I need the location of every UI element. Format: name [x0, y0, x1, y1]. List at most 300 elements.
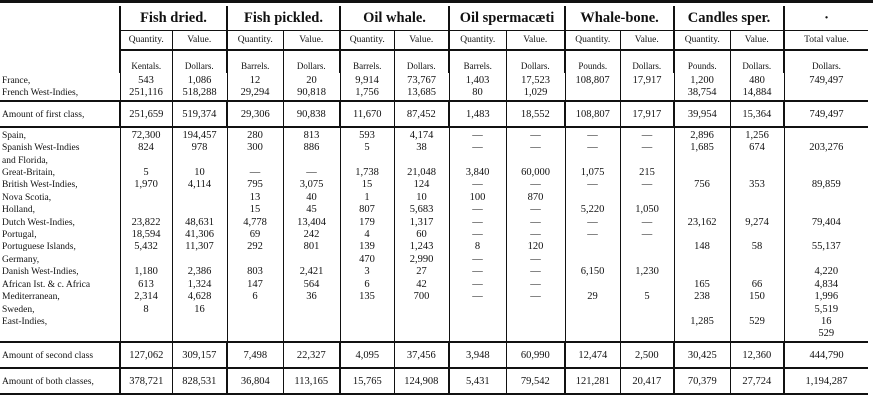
table-row	[0, 142, 868, 154]
table-row	[0, 241, 868, 253]
table-cell: —	[506, 279, 565, 291]
table-cell: 27,724	[730, 368, 784, 394]
table-cell: —	[449, 217, 506, 229]
table-cell	[730, 204, 784, 216]
table-cell: 73,767	[394, 73, 449, 87]
row-label: Portugal,	[2, 230, 37, 241]
table-cell: —	[620, 127, 674, 142]
table-cell: 749,497	[784, 73, 868, 87]
table-cell: 1,194,287	[784, 368, 868, 394]
table-cell: 543	[120, 73, 172, 87]
table-cell	[730, 155, 784, 167]
table-cell	[730, 304, 784, 316]
total-second-row	[0, 342, 868, 368]
table-cell: —	[565, 127, 620, 142]
table-cell: —	[506, 254, 565, 266]
table-cell: 60,990	[506, 342, 565, 368]
sub-header: Total value.	[784, 31, 868, 51]
table-cell	[565, 316, 620, 328]
sub-header: Value.	[730, 31, 784, 51]
table-cell: 11,670	[340, 101, 394, 127]
table-cell: 1,243	[394, 241, 449, 253]
table-cell: Dollars.	[506, 50, 565, 73]
table-row	[0, 229, 868, 241]
table-cell	[172, 316, 227, 328]
table-cell: 1,230	[620, 266, 674, 278]
table-cell: —	[506, 127, 565, 142]
table-cell: Dollars.	[730, 50, 784, 73]
table-cell	[120, 316, 172, 328]
table-cell	[172, 155, 227, 167]
table-cell: 9,274	[730, 217, 784, 229]
row-label	[0, 328, 120, 341]
table-cell: 5	[120, 167, 172, 179]
table-cell	[449, 316, 506, 328]
table-cell: —	[506, 266, 565, 278]
table-cell: 120	[506, 241, 565, 253]
table-cell: —	[620, 217, 674, 229]
table-cell: Dollars.	[394, 50, 449, 73]
table-cell: 9,914	[340, 73, 394, 87]
row-label: Germany,	[2, 254, 40, 265]
table-cell: 21,048	[394, 167, 449, 179]
table-cell: 5	[340, 142, 394, 154]
table-cell: 1,029	[506, 87, 565, 100]
group-fish-pickled: Fish pickled.	[227, 6, 340, 31]
table-cell	[620, 254, 674, 266]
row-label: Amount of first class,	[0, 101, 120, 127]
table-cell: Dollars.	[283, 50, 340, 73]
table-cell: 2,314	[120, 291, 172, 303]
table-cell	[120, 204, 172, 216]
exports-table	[0, 6, 868, 395]
table-cell: 1,756	[340, 87, 394, 100]
table-cell: 29	[565, 291, 620, 303]
table-cell	[620, 304, 674, 316]
table-cell: 20	[283, 73, 340, 87]
table-cell: —	[449, 179, 506, 191]
table-cell: 6	[340, 279, 394, 291]
table-cell: 87,452	[394, 101, 449, 127]
table-cell: 251,116	[120, 87, 172, 100]
table-cell: 89,859	[784, 179, 868, 191]
table-cell: 978	[172, 142, 227, 154]
table-cell: 2,500	[620, 342, 674, 368]
table-cell: 251,659	[120, 101, 172, 127]
table-cell: 4,174	[394, 127, 449, 142]
table-cell: Barrels.	[227, 50, 283, 73]
table-cell: —	[449, 127, 506, 142]
table-cell: 13	[227, 192, 283, 204]
table-cell: 203,276	[784, 142, 868, 154]
table-cell	[784, 204, 868, 216]
table-cell: 1,970	[120, 179, 172, 191]
table-cell: 20,417	[620, 368, 674, 394]
table-cell	[620, 279, 674, 291]
table-cell	[674, 167, 730, 179]
table-cell: 12,474	[565, 342, 620, 368]
table-cell	[730, 254, 784, 266]
table-cell: —	[506, 179, 565, 191]
row-label: Danish West-Indies,	[2, 267, 79, 278]
table-cell: 4,114	[172, 179, 227, 191]
table-cell	[506, 304, 565, 316]
table-cell: 795	[227, 179, 283, 191]
table-cell: 55,137	[784, 241, 868, 253]
row-label: Amount of second class	[0, 342, 120, 368]
table-cell: 22,327	[283, 342, 340, 368]
table-cell: 66	[730, 279, 784, 291]
table-cell: 30,425	[674, 342, 730, 368]
top-rule	[0, 0, 873, 3]
table-cell: —	[565, 229, 620, 241]
table-body	[0, 50, 868, 394]
table-cell: 215	[620, 167, 674, 179]
table-cell: —	[506, 229, 565, 241]
table-cell: —	[283, 167, 340, 179]
table-cell	[620, 155, 674, 167]
table-cell: 60,000	[506, 167, 565, 179]
row-label: Spanish West-Indies	[2, 143, 80, 154]
row-label: Great-Britain,	[2, 168, 56, 179]
table-cell: 40	[283, 192, 340, 204]
table-cell: 8	[449, 241, 506, 253]
table-cell: 17,917	[620, 73, 674, 87]
table-cell	[730, 229, 784, 241]
table-cell	[506, 328, 565, 341]
table-cell: 813	[283, 127, 340, 142]
table-cell: 15	[227, 204, 283, 216]
table-cell	[172, 192, 227, 204]
table-cell	[449, 328, 506, 341]
row-label: Dutch West-Indies,	[2, 217, 75, 228]
row-label: Holland,	[2, 205, 35, 216]
table-cell	[449, 155, 506, 167]
table-cell	[340, 316, 394, 328]
table-cell	[784, 127, 868, 142]
table-cell: 79,404	[784, 217, 868, 229]
table-cell: —	[449, 204, 506, 216]
table-cell: 300	[227, 142, 283, 154]
table-cell: 593	[340, 127, 394, 142]
table-cell	[340, 155, 394, 167]
table-cell	[120, 155, 172, 167]
table-cell	[394, 328, 449, 341]
table-cell: 242	[283, 229, 340, 241]
sub-header: Value.	[620, 31, 674, 51]
table-cell	[565, 254, 620, 266]
table-cell: 194,457	[172, 127, 227, 142]
table-cell: Dollars.	[784, 50, 868, 73]
table-cell	[283, 254, 340, 266]
table-cell	[730, 328, 784, 341]
table-cell: 3,948	[449, 342, 506, 368]
table-cell: 58	[730, 241, 784, 253]
table-cell: 72,300	[120, 127, 172, 142]
sub-header: Value.	[506, 31, 565, 51]
row-label: East-Indies,	[2, 316, 48, 327]
table-cell	[283, 328, 340, 341]
table-cell	[283, 316, 340, 328]
table-cell	[449, 304, 506, 316]
sub-header: Value.	[283, 31, 340, 51]
sub-header: Quantity.	[340, 31, 394, 51]
table-cell: 803	[227, 266, 283, 278]
table-cell: 378,721	[120, 368, 172, 394]
row-label: and Florida,	[2, 155, 48, 166]
table-cell	[283, 155, 340, 167]
table-cell: 148	[674, 241, 730, 253]
table-cell: 23,162	[674, 217, 730, 229]
table-cell	[730, 266, 784, 278]
table-cell	[620, 87, 674, 100]
table-cell: 45	[283, 204, 340, 216]
sub-header: Value.	[394, 31, 449, 51]
units-row	[0, 50, 868, 73]
table-cell: 4,778	[227, 217, 283, 229]
group-candles-sper: Candles sper.	[674, 6, 784, 31]
table-cell: 4,220	[784, 266, 868, 278]
table-cell: 756	[674, 179, 730, 191]
table-cell: 1,285	[674, 316, 730, 328]
table-cell: 1	[340, 192, 394, 204]
table-cell: 29,306	[227, 101, 283, 127]
table-cell	[674, 254, 730, 266]
table-row	[0, 192, 868, 204]
total-both-row	[0, 368, 868, 394]
table-row	[0, 155, 868, 167]
table-cell: 807	[340, 204, 394, 216]
table-cell	[565, 87, 620, 100]
row-label	[0, 50, 120, 73]
table-cell: 18,552	[506, 101, 565, 127]
table-cell: 147	[227, 279, 283, 291]
table-cell: 1,180	[120, 266, 172, 278]
table-cell	[784, 87, 868, 100]
sub-header: Quantity.	[227, 31, 283, 51]
table-cell: 29,294	[227, 87, 283, 100]
sub-header: Quantity.	[674, 31, 730, 51]
table-row	[0, 179, 868, 191]
table-cell: 6	[227, 291, 283, 303]
table-cell	[227, 304, 283, 316]
table-cell: 17,523	[506, 73, 565, 87]
table-cell	[674, 192, 730, 204]
table-cell: 124	[394, 179, 449, 191]
row-label: Nova Scotia,	[2, 192, 52, 203]
table-cell: 80	[449, 87, 506, 100]
table-cell: 801	[283, 241, 340, 253]
table-cell	[565, 279, 620, 291]
table-cell: 11,307	[172, 241, 227, 253]
table-cell: Dollars.	[620, 50, 674, 73]
table-cell: 108,807	[565, 101, 620, 127]
table-cell: 10	[394, 192, 449, 204]
table-cell: 1,483	[449, 101, 506, 127]
table-cell: 16	[784, 316, 868, 328]
table-cell: 79,542	[506, 368, 565, 394]
table-cell	[172, 204, 227, 216]
table-cell: 309,157	[172, 342, 227, 368]
table-cell	[120, 192, 172, 204]
table-cell: Kentals.	[120, 50, 172, 73]
table-cell: 12,360	[730, 342, 784, 368]
table-cell: 90,838	[283, 101, 340, 127]
table-cell	[620, 192, 674, 204]
table-cell: —	[449, 142, 506, 154]
table-cell	[565, 192, 620, 204]
table-cell: 1,086	[172, 73, 227, 87]
table-cell: —	[449, 229, 506, 241]
table-cell: 179	[340, 217, 394, 229]
table-cell: 749,497	[784, 101, 868, 127]
table-cell	[227, 316, 283, 328]
table-cell: 60	[394, 229, 449, 241]
table-cell	[394, 316, 449, 328]
table-cell: 15	[340, 179, 394, 191]
table-cell	[227, 328, 283, 341]
table-cell	[620, 241, 674, 253]
table-cell: 700	[394, 291, 449, 303]
table-cell: —	[565, 217, 620, 229]
table-cell: 27	[394, 266, 449, 278]
table-cell	[730, 192, 784, 204]
table-cell: 18,594	[120, 229, 172, 241]
table-cell: 14,884	[730, 87, 784, 100]
table-cell: 674	[730, 142, 784, 154]
table-cell	[394, 304, 449, 316]
total-first-row	[0, 101, 868, 127]
table-cell: 15,364	[730, 101, 784, 127]
table-cell	[674, 304, 730, 316]
table-cell: 10	[172, 167, 227, 179]
table-cell: —	[620, 179, 674, 191]
table-cell: 124,908	[394, 368, 449, 394]
row-label: Mediterranean,	[2, 292, 60, 303]
table-cell	[172, 328, 227, 341]
sub-header: Value.	[172, 31, 227, 51]
table-cell: 39,954	[674, 101, 730, 127]
table-row	[0, 127, 868, 142]
table-cell: —	[620, 229, 674, 241]
table-cell: 8	[120, 304, 172, 316]
table-cell: 15,765	[340, 368, 394, 394]
table-cell: 280	[227, 127, 283, 142]
table-cell: 1,050	[620, 204, 674, 216]
table-cell: Dollars.	[172, 50, 227, 73]
group-fish-dried: Fish dried.	[120, 6, 227, 31]
table-row	[0, 316, 868, 328]
table-row	[0, 328, 868, 341]
table-cell	[340, 328, 394, 341]
table-cell: 37,456	[394, 342, 449, 368]
table-cell: 7,498	[227, 342, 283, 368]
sub-header-row	[0, 31, 868, 51]
table-cell	[565, 304, 620, 316]
row-label: Portuguese Islands,	[2, 242, 76, 253]
table-row	[0, 254, 868, 266]
table-cell: 127,062	[120, 342, 172, 368]
table-cell: 824	[120, 142, 172, 154]
table-cell: 42	[394, 279, 449, 291]
table-cell: 3,840	[449, 167, 506, 179]
table-cell: 13,404	[283, 217, 340, 229]
table-cell: 613	[120, 279, 172, 291]
table-cell: 6,150	[565, 266, 620, 278]
table-cell: —	[506, 204, 565, 216]
table-cell: 23,822	[120, 217, 172, 229]
table-cell: 90,818	[283, 87, 340, 100]
table-cell: 70,379	[674, 368, 730, 394]
table-cell	[674, 328, 730, 341]
table-cell: —	[449, 254, 506, 266]
row-label: African Ist. & c. Africa	[2, 279, 91, 290]
table-cell: 113,165	[283, 368, 340, 394]
table-cell: 1,685	[674, 142, 730, 154]
table-cell: 518,288	[172, 87, 227, 100]
table-cell: 48,631	[172, 217, 227, 229]
table-cell	[565, 155, 620, 167]
sub-header: Quantity.	[120, 31, 172, 51]
table-cell: —	[449, 266, 506, 278]
row-label: French West-Indies,	[2, 88, 79, 99]
table-cell: 480	[730, 73, 784, 87]
table-cell: 444,790	[784, 342, 868, 368]
table-cell: 108,807	[565, 73, 620, 87]
table-cell	[120, 254, 172, 266]
table-cell: 13,685	[394, 87, 449, 100]
table-cell: 886	[283, 142, 340, 154]
table-cell	[506, 316, 565, 328]
table-cell: 529	[784, 328, 868, 341]
table-cell: 5,431	[449, 368, 506, 394]
table-cell: 2,896	[674, 127, 730, 142]
table-cell	[506, 155, 565, 167]
table-cell: 12	[227, 73, 283, 87]
table-row	[0, 266, 868, 278]
table-cell: 17,917	[620, 101, 674, 127]
table-cell: 38,754	[674, 87, 730, 100]
table-cell: 1,996	[784, 291, 868, 303]
table-cell	[784, 155, 868, 167]
table-cell: 2,386	[172, 266, 227, 278]
table-cell: 1,403	[449, 73, 506, 87]
table-cell: 5	[620, 291, 674, 303]
table-cell: 4	[340, 229, 394, 241]
table-cell: 4,628	[172, 291, 227, 303]
table-cell: 4,834	[784, 279, 868, 291]
table-cell: —	[506, 142, 565, 154]
table-cell: —	[620, 142, 674, 154]
table-cell: 36,804	[227, 368, 283, 394]
table-cell: 564	[283, 279, 340, 291]
sub-header: Quantity.	[449, 31, 506, 51]
table-cell: 5,683	[394, 204, 449, 216]
table-row	[0, 87, 868, 100]
table-cell	[172, 254, 227, 266]
table-cell: —	[449, 291, 506, 303]
table-cell	[283, 304, 340, 316]
table-cell: Barrels.	[340, 50, 394, 73]
table-cell: 5,432	[120, 241, 172, 253]
table-cell: 121,281	[565, 368, 620, 394]
table-cell: —	[506, 291, 565, 303]
table-cell: 4,095	[340, 342, 394, 368]
table-cell: 519,374	[172, 101, 227, 127]
group-whale-bone: Whale-bone.	[565, 6, 674, 31]
table-row	[0, 304, 868, 316]
table-cell: —	[565, 179, 620, 191]
